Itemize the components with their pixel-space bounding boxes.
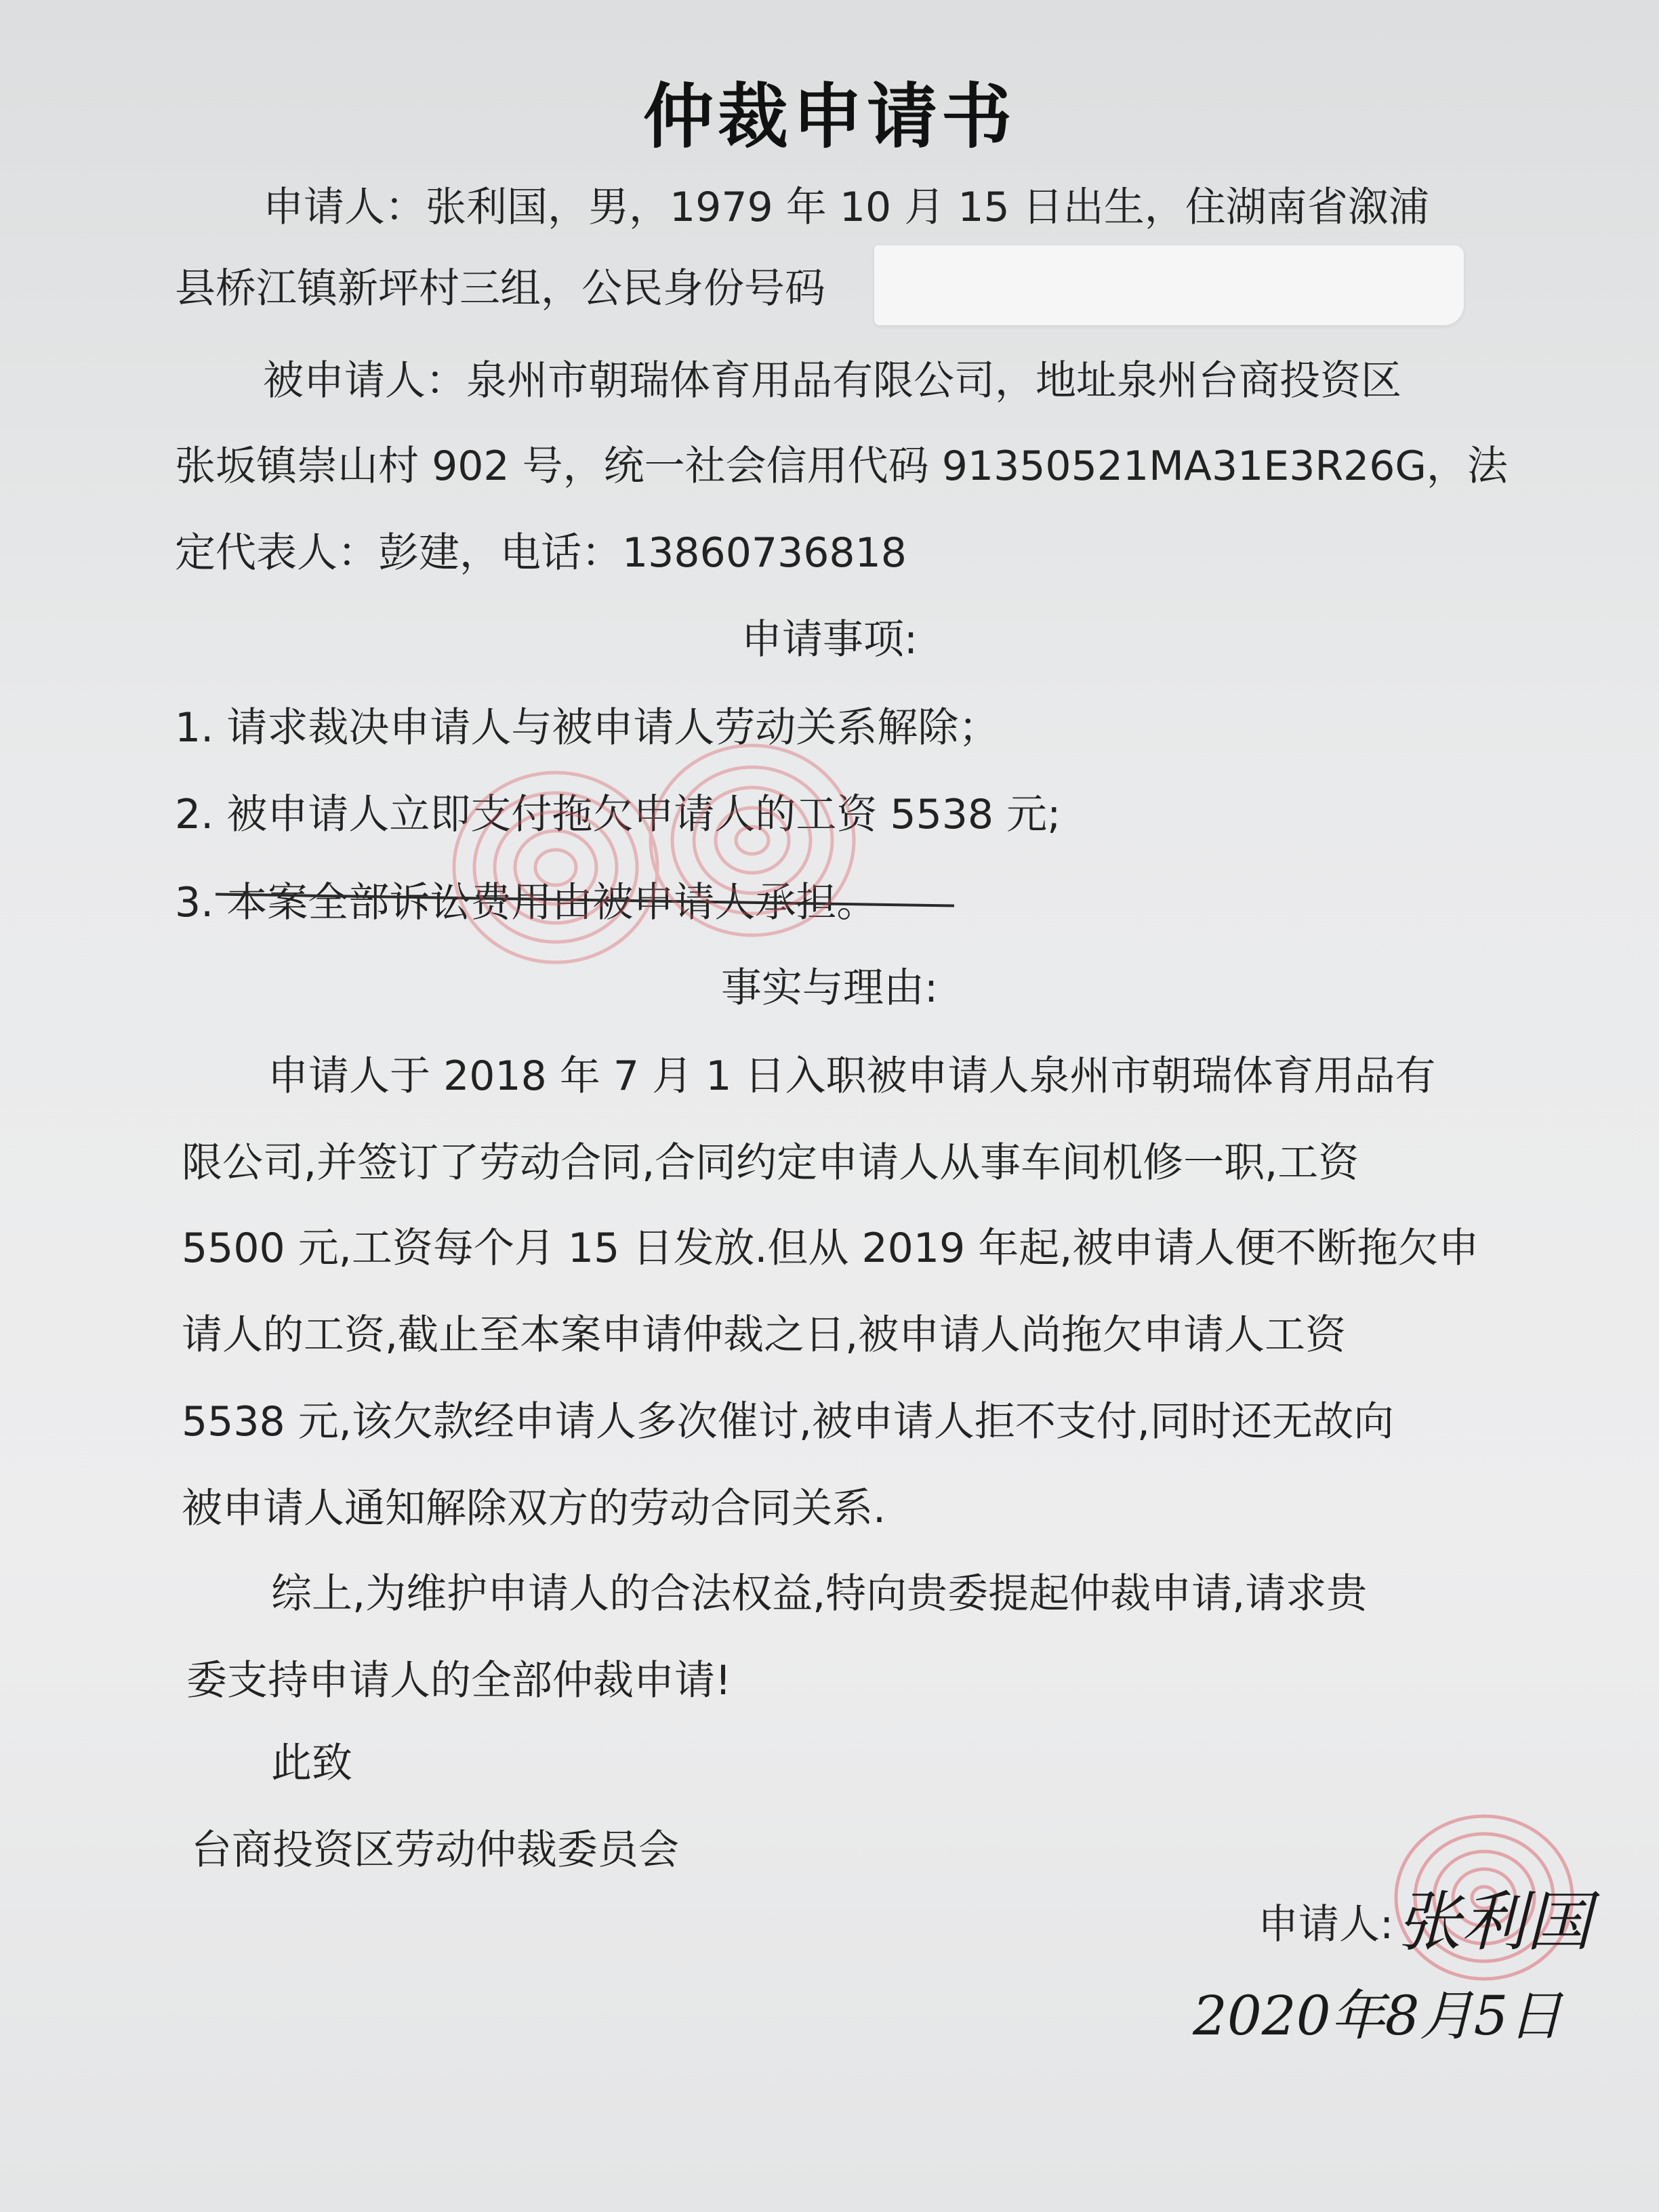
facts-line: 5500 元,工资每个月 15 日发放.但从 2019 年起,被申请人便不断拖欠申 xyxy=(182,1225,1479,1272)
facts-heading: 事实与理由: xyxy=(720,964,939,1012)
claims-heading: 申请事项: xyxy=(741,616,918,663)
handwritten-date: 2020年8月5日 xyxy=(1193,1984,1563,2047)
conclusion-line: 综上,为维护申请人的合法权益,特向贵委提起仲裁申请,请求贵 xyxy=(271,1570,1368,1618)
respondent-line-2: 张坂镇崇山村 902 号，统一社会信用代码 91350521MA31E3R26G，法 xyxy=(175,443,1508,490)
facts-line: 限公司,并签订了劳动合同,合同约定申请人从事车间机修一职,工资 xyxy=(182,1139,1359,1187)
respondent-line-1: 被申请人：泉州市朝瑞体育用品有限公司，地址泉州台商投资区 xyxy=(263,357,1401,405)
document-title: 仲裁申请书 xyxy=(642,75,1016,158)
addressee: 台商投资区劳动仲裁委员会 xyxy=(191,1826,679,1874)
closing-text: 此致 xyxy=(271,1740,352,1787)
facts-line: 5538 元,该欠款经申请人多次催讨,被申请人拒不支付,同时还无故向 xyxy=(182,1398,1394,1446)
facts-line: 申请人于 2018 年 7 月 1 日入职被申请人泉州市朝瑞体育用品有 xyxy=(268,1052,1436,1100)
fingerprint-stamp xyxy=(434,739,895,983)
applicant-line-2: 县桥江镇新坪村三组，公民身份号码 xyxy=(175,265,825,312)
claim-item: 2. 被申请人立即支付拖欠申请人的工资 5538 元; xyxy=(175,791,1061,838)
facts-line: 被申请人通知解除双方的劳动合同关系. xyxy=(182,1485,886,1532)
redacted-id-number xyxy=(874,245,1464,325)
respondent-line-3: 定代表人：彭建，电话：13860736818 xyxy=(175,529,907,577)
applicant-line-1: 申请人：张利国，男，1979 年 10 月 15 日出生，住湖南省溆浦 xyxy=(263,184,1429,231)
signature-label: 申请人: xyxy=(1258,1901,1394,1948)
facts-line: 请人的工资,截止至本案申请仲裁之日,被申请人尚拖欠申请人工资 xyxy=(182,1311,1347,1359)
claim-item: 1. 请求裁决申请人与被申请人劳动关系解除； xyxy=(175,704,1000,752)
claim-item-struck: 3. 本案全部诉讼费用由被申请人承担。 xyxy=(175,879,878,926)
handwritten-signature: 张利国 xyxy=(1396,1884,1591,1960)
conclusion-line: 委支持申请人的全部仲裁申请! xyxy=(186,1657,732,1704)
